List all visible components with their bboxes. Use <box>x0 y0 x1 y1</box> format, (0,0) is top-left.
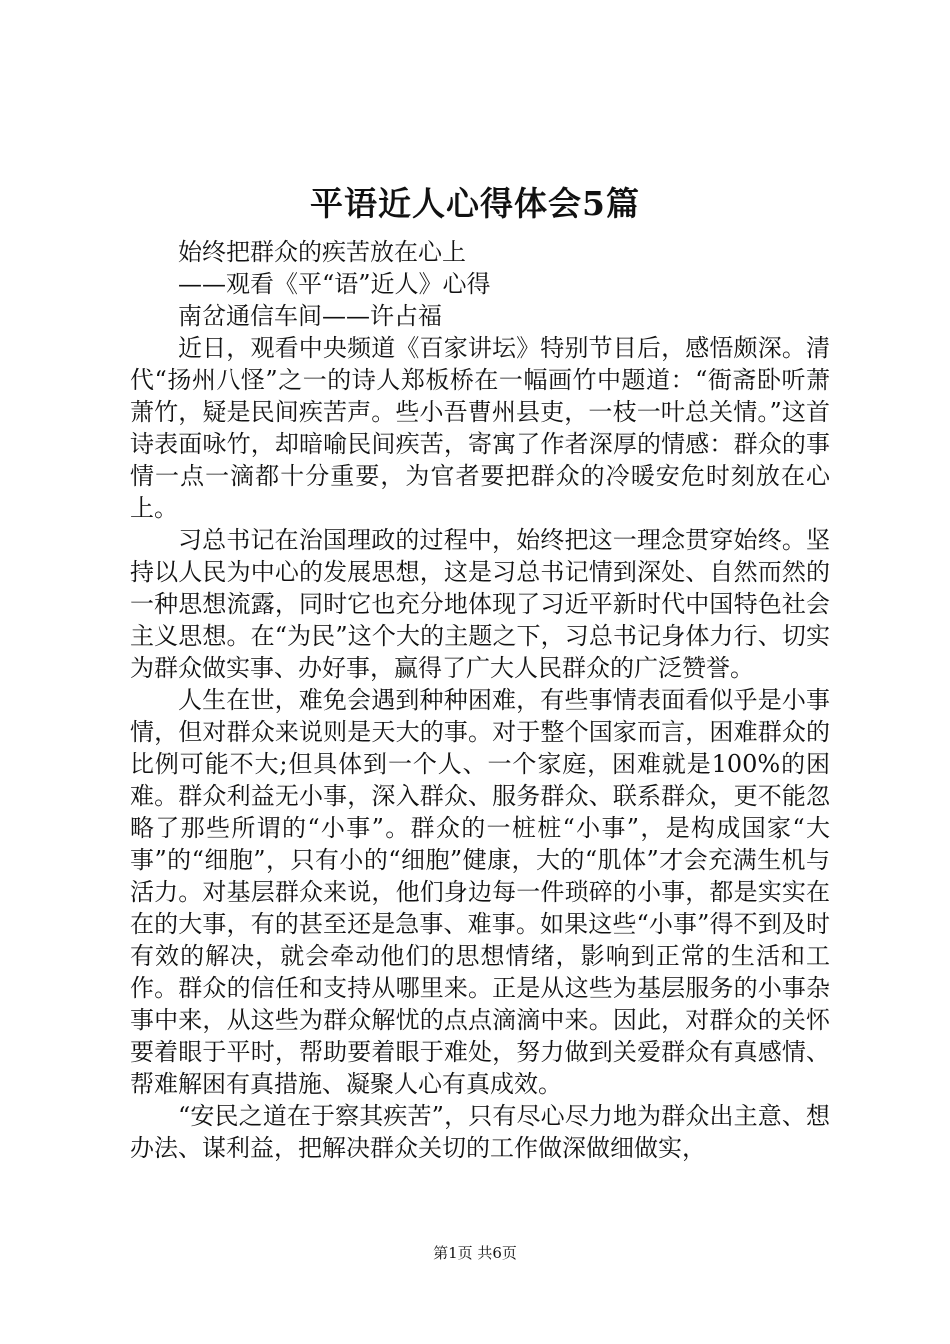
author-line: 南岔通信车间——许占福 <box>178 302 442 330</box>
body-paragraph: 人生在世，难免会遇到种种困难，有些事情表面看似乎是小事情，但对群众来说则是天大的事。对于整个国家而言，困难群众的比例可能不大;但具体到一个人、一个家庭，困难就是100%的困难。群众利益无小事，深入群众、服务群众、联系群众，更不能忽略了那些所谓的“小事”。群众的一桩桩“小事”，是构成国家“大事”的“细胞”，只有小的“细胞”健康，大的“肌体”才会充满生机与活力。对基层群众来说，他们身边每一件琐碎的小事，都是实实在在的大事，有的甚至还是急事、难事。如果这些“小事”得不到及时有效的解决，就会牵动他们的思想情绪，影响到正常的生活和工作。群众的信任和支持从哪里来。正是从这些为基层服务的小事杂事中来，从这些为群众解忧的点点滴滴中来。因此，对群众的关怀要着眼于平时，帮助要着眼于难处，努力做到关爱群众有真感情、帮难解困有真措施、凝聚人心有真成效。 <box>130 686 830 1098</box>
page-footer: 第1页 共6页 <box>433 1244 517 1262</box>
body-paragraph: 近日，观看中央频道《百家讲坛》特别节目后，感悟颇深。清代“扬州八怪”之一的诗人郑板桥在一幅画竹中题道：“衙斋卧听萧萧竹，疑是民间疾苦声。些小吾曹州县吏，一枝一叶总关情。”这首诗表面咏竹，却暗喻民间疾苦，寄寓了作者深厚的情感：群众的事情一点一滴都十分重要，为官者要把群众的冷暖安危时刻放在心上。 <box>130 334 830 522</box>
subtitle-line: 始终把群众的疾苦放在心上 <box>178 238 466 266</box>
body-paragraph: 习总书记在治国理政的过程中，始终把这一理念贯穿始终。坚持以人民为中心的发展思想，这是习总书记情到深处、自然而然的一种思想流露，同时它也充分地体现了习近平新时代中国特色社会主义思想。在“为民”这个大的主题之下，习总书记身体力行、切实为群众做实事、办好事，赢得了广大人民群众的广泛赞誉。 <box>130 526 830 682</box>
document-title: 平语近人心得体会5篇 <box>310 184 640 223</box>
subtitle-line: ——观看《平“语”近人》心得 <box>178 270 491 298</box>
body-paragraph: “安民之道在于察其疾苦”，只有尽心尽力地为群众出主意、想办法、谋利益，把解决群众关切的工作做深做细做实， <box>130 1102 830 1162</box>
document-body <box>130 236 830 1164</box>
